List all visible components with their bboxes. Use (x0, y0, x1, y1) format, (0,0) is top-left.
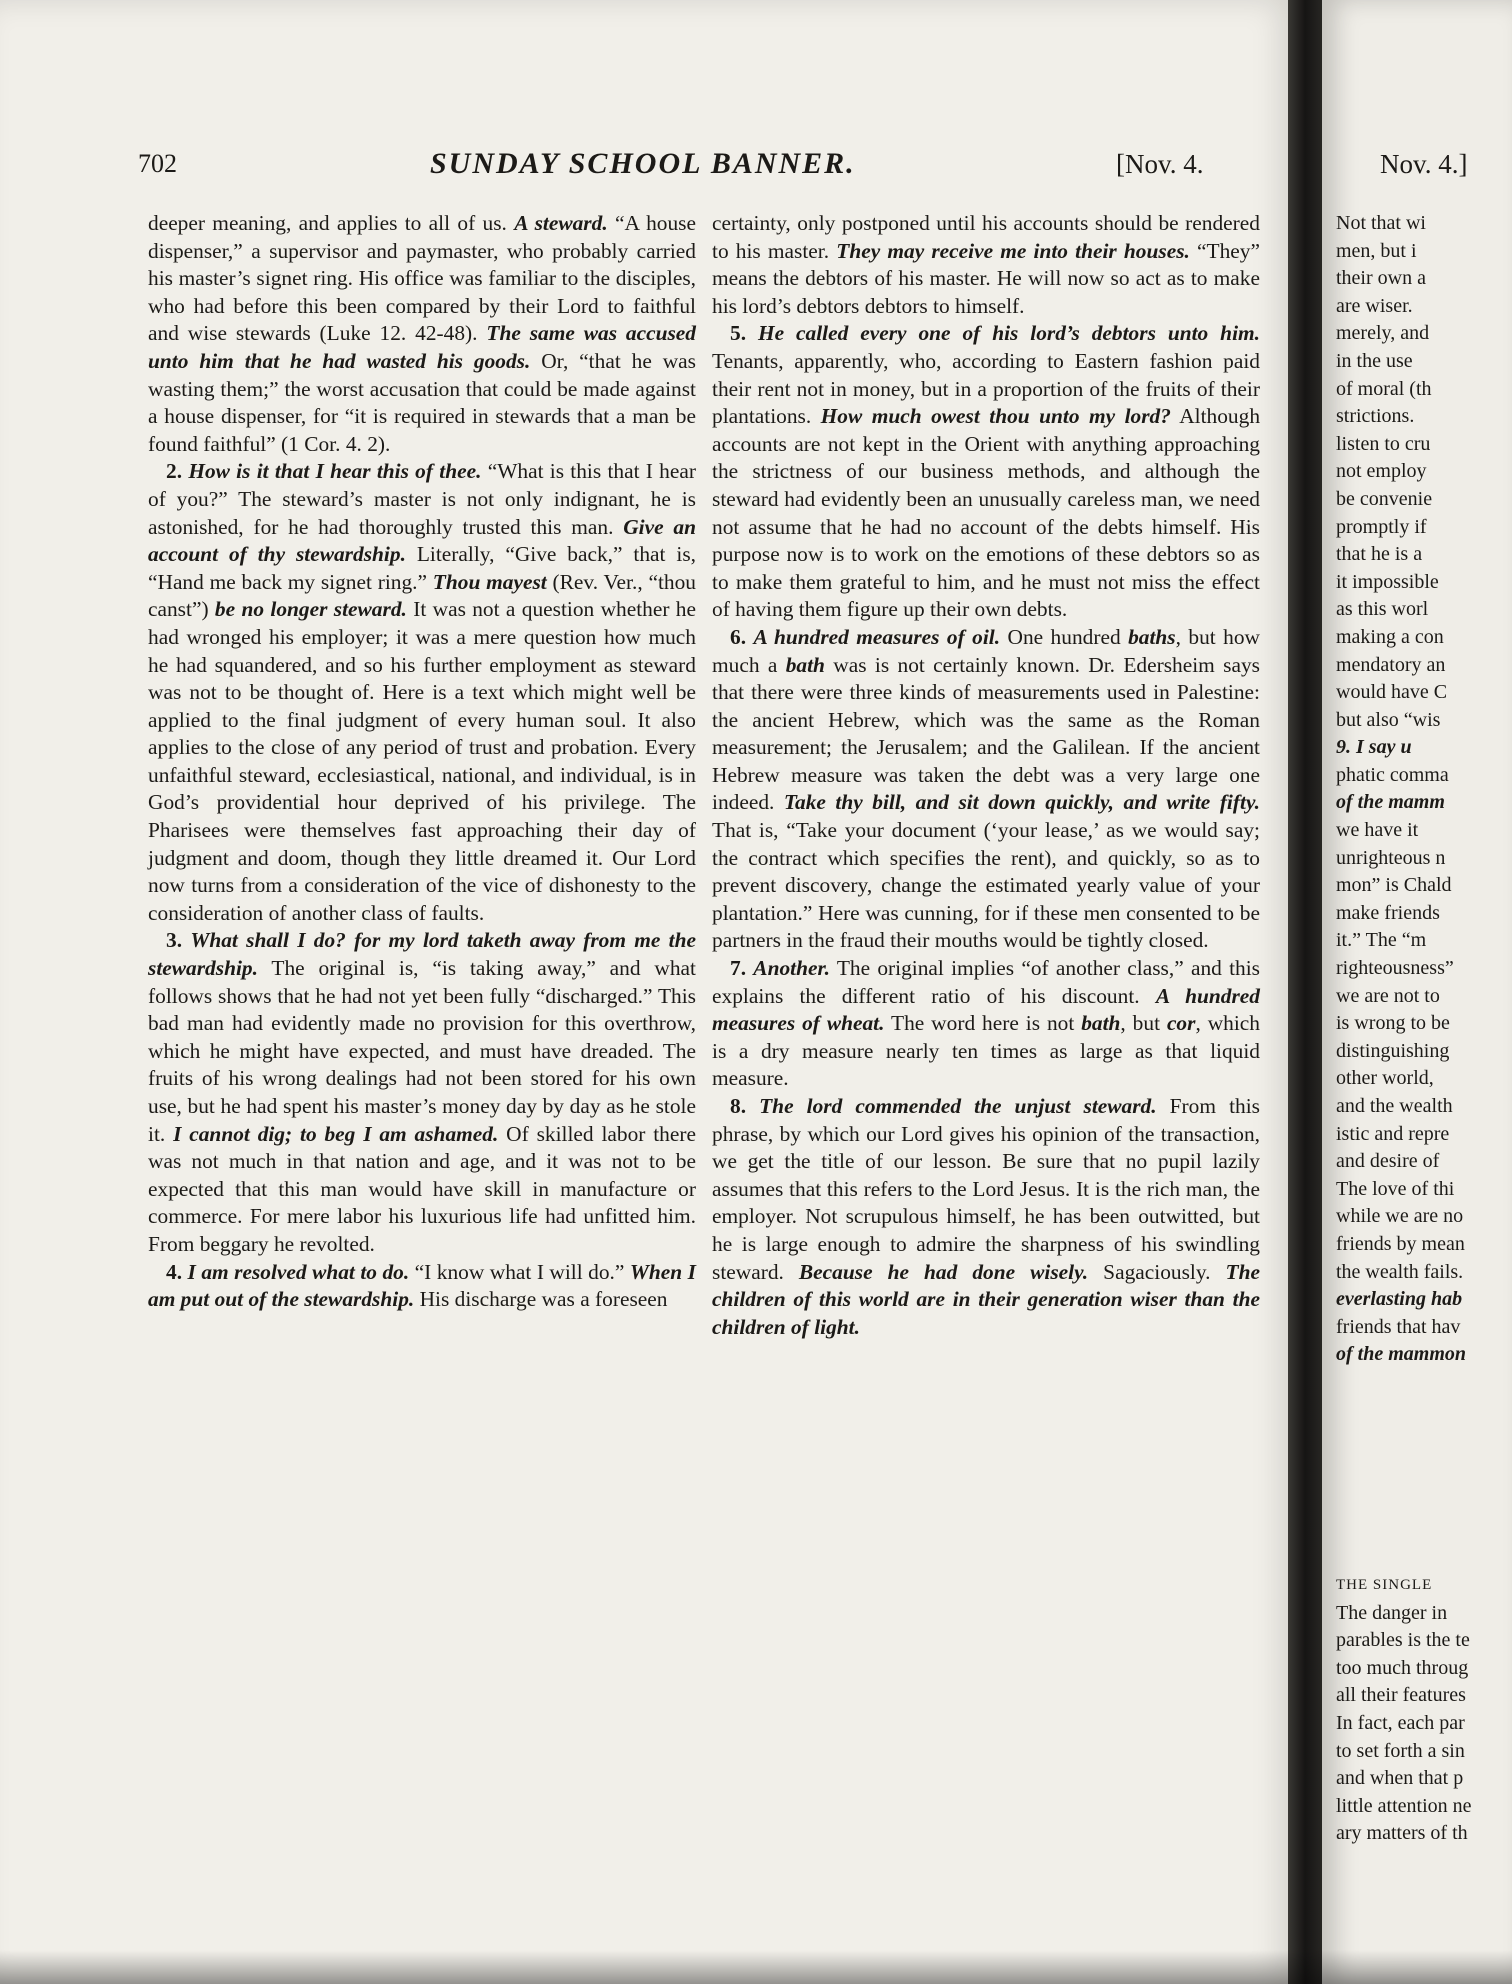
page-number: 702 (138, 149, 177, 178)
facing-page-line: 9. I say u (1336, 736, 1412, 759)
facing-page-line: their own a (1336, 267, 1426, 290)
facing-page-line: strictions. (1336, 405, 1415, 428)
scripture-phrase: They may receive me into their houses. (836, 238, 1190, 263)
text-run: His discharge was a foreseen (414, 1287, 668, 1312)
paragraph-number: 4. (166, 1259, 183, 1284)
paragraph (148, 210, 696, 458)
text-run: “I know what I will do.” (409, 1259, 630, 1284)
facing-page-line: of moral (th (1336, 377, 1432, 400)
facing-page-line: friends by mean (1336, 1232, 1465, 1255)
facing-page-line: of the mamm (1336, 791, 1445, 814)
facing-page-line: while we are no (1336, 1205, 1464, 1228)
page-shadow (0, 1950, 1512, 1984)
text-run: Sagaciously. (1088, 1259, 1226, 1284)
section-line: too much throug (1336, 1656, 1469, 1679)
text-run: , which is a dry measure nearly ten times as large as that liquid measure. (712, 1011, 1260, 1091)
paragraph-number: 3. (166, 928, 183, 953)
facing-page-line: would have C (1336, 681, 1448, 704)
text-run: Of skilled labor there was not much in that nation and age, and it was not to be expected that this man would have skill in manufacture or commerce. For mere labor his luxurious life had unfitted him. From beggary he revolted. (148, 1121, 696, 1256)
scripture-phrase: I cannot dig; to beg I am ashamed. (173, 1121, 499, 1146)
text-run: Although accounts are not kept in the Orient with anything approaching the strictness of our business methods, and although the steward had evidently been an unusually careless man, we need not assume that he had no account of the debts himself. His purpose now is to work on the emotions of these debtors so as to make them grateful to him, and he must not miss the effect of having them figure up their own debts. (712, 404, 1261, 622)
scripture-phrase: A steward. (514, 211, 608, 235)
scripture-phrase: Take thy bill, and sit down quickly, and write fifty. (783, 790, 1260, 815)
text-run: “They” means the debtors of his master. He will now so act as to make his lord’s debtors debtors to himself. (712, 238, 1260, 318)
section-line: all their features (1336, 1684, 1466, 1707)
facing-page-line: are wiser. (1336, 294, 1413, 317)
facing-page-line: other world, (1336, 1067, 1434, 1090)
scripture-phrase: Another. (753, 956, 830, 981)
text-run: Literally, “Give back,” that is, “Hand me back my signet ring.” (148, 542, 697, 594)
facing-page-section (1336, 1572, 1512, 1848)
facing-page-line: as this worl (1336, 598, 1429, 621)
journal-title: SUNDAY SCHOOL BANNER. (430, 147, 856, 180)
facing-page-line: and desire of (1336, 1150, 1440, 1173)
scripture-phrase: How much owest thou unto my lord? (820, 404, 1171, 429)
paragraph (148, 1259, 696, 1314)
text-column-right (712, 210, 1260, 1341)
facing-page-line: we are not to (1336, 984, 1440, 1007)
scripture-phrase: Give an account of thy stewardship. (148, 514, 696, 567)
scripture-phrase: The lord commended the unjust steward. (759, 1094, 1157, 1118)
facing-page-line: be convenie (1336, 487, 1433, 510)
paragraph (148, 927, 696, 1258)
text-run: was is not certainly known. Dr. Edersheim says that there were three kinds of measurements used in Palestine: the ancient Hebrew, which was the same as the Roman measurement; the Jerusalem; and the Galilean. If the ancient Hebrew measure was taken the debt was a very large one indeed. (712, 652, 1260, 815)
facing-page-line: listen to cru (1336, 432, 1431, 455)
section-line: little attention ne (1336, 1794, 1472, 1817)
scripture-phrase: cor (1166, 1011, 1196, 1036)
issue-date: [Nov. 4. (1116, 149, 1204, 179)
facing-page-line: distinguishing (1336, 1039, 1450, 1062)
text-run: (Rev. Ver., “thou canst”) (148, 569, 696, 622)
facing-page-line: it impossible (1336, 570, 1439, 593)
scripture-phrase: The same was accused unto him that he had wasted his goods. (148, 321, 696, 373)
scripture-phrase: A hundred measures of oil. (753, 624, 1001, 649)
paragraph (712, 210, 1260, 320)
facing-page-line: everlasting hab (1336, 1288, 1463, 1311)
scripture-phrase: Because he had done wisely. (798, 1259, 1089, 1284)
text-run: Or, “that he was wasting them;” the worst accusation that could be made against a house dispenser, for “it is required in stewards that a man be found faithful” (1 Cor. 4. 2). (148, 348, 696, 456)
scripture-phrase: Thou mayest (432, 569, 547, 594)
section-line: parables is the te (1336, 1629, 1470, 1652)
facing-page-line: of the mammon (1336, 1343, 1467, 1366)
facing-page-line: and the wealth (1336, 1095, 1453, 1117)
facing-page-line: the wealth fails. (1336, 1260, 1464, 1283)
text-run: deeper meaning, and applies to all of us. (148, 211, 515, 235)
book-gutter (1288, 0, 1326, 1984)
scripture-phrase: bath (785, 652, 825, 677)
paragraph (712, 624, 1260, 955)
text-run: From this phrase, by which our Lord gives his opinion of the transaction, we get the title of our lesson. Be sure that no pupil lazily assumes that this refers to the Lord Jesus. It is the rich man, the employer. Not scrupulous himself, he has been outwitted, but he is large enough to admire the sharpness of his swindling steward. (712, 1094, 1260, 1284)
facing-page-line: it.” The “m (1336, 929, 1427, 952)
text-run: “A house dispenser,” a supervisor and paymaster, who probably carried his master’s signet ring. His office was familiar to the disciples, who had before this been compared by their Lord to faithful and wise stewards (Luke 12. 42-48). (148, 211, 696, 346)
text-run: That is, “Take your document (‘your lease,’ as we would say; the contract which specifies the rent), and quickly, so as to prevent discovery, change the estimated yearly value of your plantation.” Here was cunning, for if these men consented to be partners in the fraud their mouths would be tightly closed. (712, 818, 1260, 953)
paragraph-number: 6. (730, 624, 747, 649)
facing-page-line: righteousness” (1336, 957, 1454, 980)
facing-page-date: Nov. 4.] (1380, 149, 1468, 179)
scripture-phrase: I am resolved what to do. (187, 1259, 410, 1284)
paragraph-number: 2. (166, 459, 183, 484)
scripture-phrase: A hundred measures of wheat. (712, 983, 1260, 1036)
facing-page-line: merely, and (1336, 322, 1430, 345)
scripture-phrase: When I am put out of the stewardship. (148, 1259, 696, 1312)
scripture-phrase: baths (1128, 624, 1176, 649)
facing-page-line: istic and repre (1336, 1122, 1450, 1145)
paragraph (712, 1093, 1260, 1341)
scripture-phrase: The children of this world are in their generation wiser than the children of light. (712, 1259, 1261, 1339)
text-run: “What is this that I hear of you?” The steward’s master is not only indignant, he is astonished, for he had thoroughly trusted this man. (148, 459, 696, 539)
facing-page-line: Not that wi (1336, 212, 1426, 234)
section-line: ary matters of th (1336, 1822, 1468, 1845)
text-run: The original is, “is taking away,” and what follows shows that he had not yet been fully “discharged.” This bad man had evidently made no provision for this overthrow, which he might have expected, and must have dreaded. The fruits of his wrong dealings had not been stored for his own use, but he had spent his master’s money day by day as he stole it. (148, 956, 696, 1146)
section-line: and when that p (1336, 1767, 1464, 1790)
facing-page-line: The love of thi (1336, 1177, 1455, 1200)
paragraph (712, 320, 1260, 624)
scripture-phrase: He called every one of his lord’s debtors unto him. (757, 321, 1261, 346)
facing-page-line: that he is a (1336, 543, 1423, 566)
facing-page-line: we have it (1336, 819, 1419, 842)
facing-page-line: phatic comma (1336, 763, 1449, 786)
text-run: certainty, only postponed until his accounts should be rendered to his master. (712, 211, 1260, 263)
paragraph-number: 8. (730, 1094, 747, 1118)
facing-page-line: make friends (1336, 901, 1440, 924)
paragraph (148, 458, 696, 927)
section-line: to set forth a sin (1336, 1739, 1465, 1762)
facing-page-line: in the use (1336, 349, 1413, 372)
section-body (1336, 1600, 1512, 1848)
scripture-phrase: How is it that I hear this of thee. (188, 459, 482, 484)
text-run (746, 1094, 759, 1118)
scripture-phrase: be no longer steward. (214, 597, 407, 622)
facing-page-line: not employ (1336, 460, 1427, 483)
facing-page-line: friends that hav (1336, 1315, 1461, 1338)
text-run: , but how much a (712, 624, 1260, 677)
section-heading: THE SINGLE (1336, 1577, 1433, 1593)
text-run: One hundred (1000, 624, 1129, 649)
paragraph (712, 955, 1260, 1093)
facing-page-line: but also “wis (1336, 708, 1441, 731)
facing-page-line: mendatory an (1336, 653, 1446, 676)
facing-page-line: men, but i (1336, 239, 1417, 262)
facing-page-line: is wrong to be (1336, 1012, 1450, 1035)
facing-page-line: mon” is Chald (1336, 874, 1452, 897)
text-column-left (148, 210, 696, 1314)
text-run: , but (1120, 1011, 1167, 1036)
facing-page-line: making a con (1336, 625, 1444, 648)
text-run (746, 321, 758, 345)
paragraph-number: 7. (730, 956, 747, 981)
text-run: It was not a question whether he had wronged his employer; it was a mere question how much he had squandered, and so his further employment as steward was not to be thought of. Here is a text which might well be applied to the final judgment of every human soul. It also applies to the close of any period of trust and probation. Every unfaithful steward, ecclesiastical, national, and individual, is in God’s providential hour deprived of his privilege. The Pharisees were themselves fast approaching their day of judgment and doom, though they little dreamed it. Our Lord now turns from a consideration of the vice of dishonesty to the consideration of another class of faults. (148, 597, 696, 925)
paragraph-number: 5. (730, 321, 747, 346)
text-run: The word here is not (884, 1011, 1082, 1036)
facing-page-text (1336, 210, 1512, 1369)
scripture-phrase: What shall I do? for my lord taketh away from me the stewardship. (148, 928, 696, 981)
section-line: In fact, each par (1336, 1711, 1465, 1734)
facing-page-line: promptly if (1336, 515, 1427, 538)
text-run: Tenants, apparently, who, according to Eastern fashion paid their rent not in money, but in a proportion of the fruits of their plantations. (712, 348, 1260, 429)
facing-page-line: unrighteous n (1336, 846, 1446, 869)
text-run: The original implies “of another class,” and this explains the different ratio of his discount. (712, 956, 1260, 1008)
scripture-phrase: bath (1081, 1011, 1121, 1036)
section-line: The danger in (1336, 1601, 1448, 1624)
